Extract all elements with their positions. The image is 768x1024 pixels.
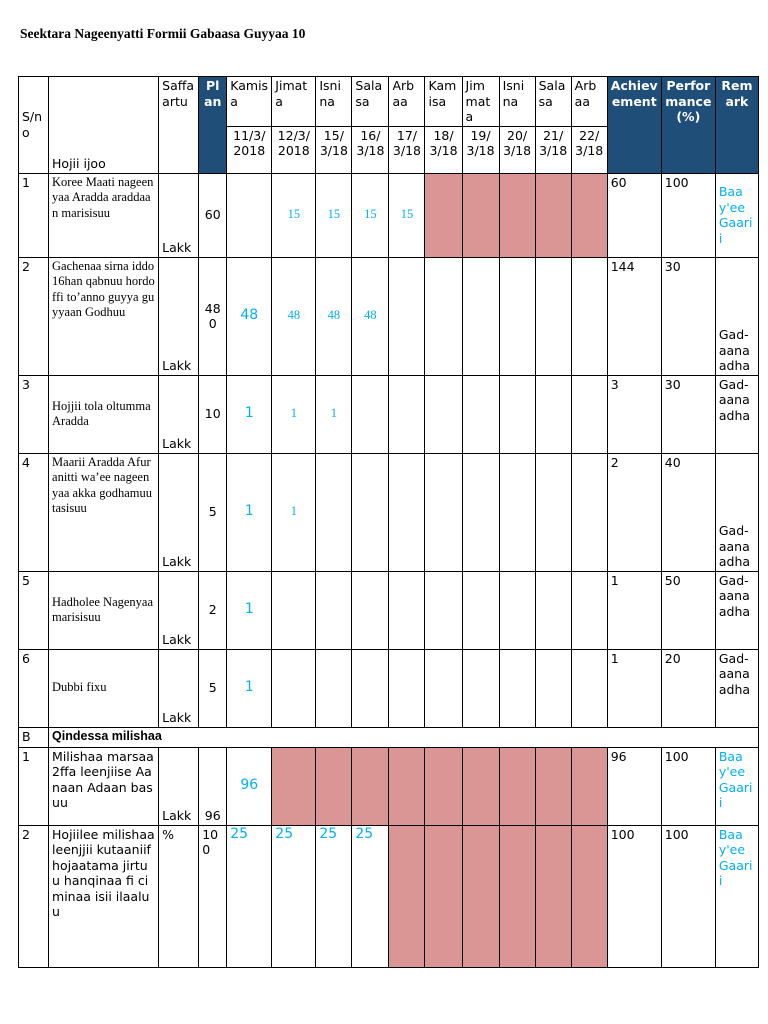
empty-cell — [425, 649, 462, 727]
value-cell: 1 — [316, 375, 352, 453]
value-cell — [352, 453, 389, 571]
value-cell — [352, 375, 389, 453]
value-cell: 1 — [227, 649, 272, 727]
plan-cell: 5 — [199, 649, 227, 727]
empty-cell — [499, 649, 535, 727]
task-description: Maarii Aradda Afuranitti wa’ee nageenyaa akka godhamuu tasisuu — [49, 453, 159, 571]
empty-pink-cell — [462, 747, 499, 825]
performance-cell: 30 — [661, 257, 715, 375]
unit-cell: Lakk — [159, 375, 199, 453]
header-date: 16/3/18 — [352, 126, 389, 173]
value-cell: 1 — [227, 453, 272, 571]
performance-cell: 20 — [661, 649, 715, 727]
empty-cell — [462, 571, 499, 649]
empty-pink-cell — [535, 173, 571, 257]
value-cell: 1 — [272, 375, 316, 453]
performance-cell: 50 — [661, 571, 715, 649]
remark-cell: Gad-aanaadha — [715, 571, 758, 649]
empty-cell — [462, 649, 499, 727]
empty-pink-cell — [499, 747, 535, 825]
empty-pink-cell — [389, 747, 425, 825]
value-cell: 25 — [272, 825, 316, 967]
task-description: Gachenaa sirna iddo 16han qabnuu hordoffi to’anno guyya guyyaan Godhuu — [49, 257, 159, 375]
empty-cell — [425, 375, 462, 453]
header-achievement: Achievement — [607, 77, 661, 174]
header-hojii: Hojii ijoo — [49, 77, 159, 174]
empty-cell — [499, 453, 535, 571]
header-row-days — [19, 77, 759, 127]
value-cell — [316, 453, 352, 571]
empty-pink-cell — [499, 173, 535, 257]
remark-cell: Baay'ee Gaarii — [715, 747, 758, 825]
table-row — [19, 747, 759, 825]
report-table — [18, 76, 759, 968]
achievement-cell: 100 — [607, 825, 661, 967]
value-cell — [389, 375, 425, 453]
value-cell — [389, 571, 425, 649]
header-day: Jimata — [272, 77, 316, 127]
plan-cell: 480 — [199, 257, 227, 375]
header-sno: S/no — [19, 77, 49, 174]
plan-cell: 2 — [199, 571, 227, 649]
header-day: Salasa — [535, 77, 571, 127]
value-cell — [316, 571, 352, 649]
table-row — [19, 571, 759, 649]
empty-pink-cell — [462, 173, 499, 257]
achievement-cell: 2 — [607, 453, 661, 571]
empty-cell — [499, 571, 535, 649]
header-day: Arbaa — [571, 77, 607, 127]
table-row — [19, 375, 759, 453]
empty-cell — [499, 375, 535, 453]
value-cell: 1 — [227, 375, 272, 453]
achievement-cell: 144 — [607, 257, 661, 375]
remark-cell: Baay'ee Gaarii — [715, 173, 758, 257]
unit-cell: Lakk — [159, 173, 199, 257]
section-label: B — [19, 727, 49, 747]
section-title: Qindessa milishaa — [49, 727, 759, 747]
unit-cell: % — [159, 825, 199, 967]
empty-cell — [571, 453, 607, 571]
value-cell: 25 — [227, 825, 272, 967]
value-cell — [352, 571, 389, 649]
header-date: 12/3/2018 — [272, 126, 316, 173]
plan-cell: 96 — [199, 747, 227, 825]
empty-cell — [462, 453, 499, 571]
header-saffaartu: Saffaartu — [159, 77, 199, 174]
row-number: 2 — [19, 825, 49, 967]
value-cell: 48 — [272, 257, 316, 375]
achievement-cell: 1 — [607, 649, 661, 727]
plan-cell: 5 — [199, 453, 227, 571]
row-number: 5 — [19, 571, 49, 649]
header-day: Isnina — [316, 77, 352, 127]
achievement-cell: 1 — [607, 571, 661, 649]
value-cell: 1 — [272, 453, 316, 571]
empty-pink-cell — [272, 747, 316, 825]
row-number: 6 — [19, 649, 49, 727]
table-row — [19, 649, 759, 727]
header-date: 19/3/18 — [462, 126, 499, 173]
empty-cell — [535, 571, 571, 649]
table-row — [19, 173, 759, 257]
empty-pink-cell — [535, 747, 571, 825]
table-row — [19, 453, 759, 571]
plan-cell: 10 — [199, 375, 227, 453]
remark-cell: Baay'ee Gaarii — [715, 825, 758, 967]
row-number: 2 — [19, 257, 49, 375]
header-date: 17/3/18 — [389, 126, 425, 173]
empty-pink-cell — [571, 747, 607, 825]
empty-pink-cell — [571, 825, 607, 967]
header-plan: Plan — [199, 77, 227, 174]
task-description: Koree Maati nageenyaa Aradda araddaan marisisuu — [49, 173, 159, 257]
header-date: 21/3/18 — [535, 126, 571, 173]
empty-cell — [535, 375, 571, 453]
empty-cell — [535, 649, 571, 727]
row-number: 1 — [19, 173, 49, 257]
header-date: 15/3/18 — [316, 126, 352, 173]
header-date: 20/3/18 — [499, 126, 535, 173]
table-row — [19, 825, 759, 967]
unit-cell: Lakk — [159, 649, 199, 727]
task-description: Hojjii tola oltumma Aradda — [49, 375, 159, 453]
plan-cell: 60 — [199, 173, 227, 257]
value-cell — [352, 649, 389, 727]
empty-pink-cell — [425, 825, 462, 967]
empty-pink-cell — [425, 173, 462, 257]
empty-cell — [425, 453, 462, 571]
header-day: Isnina — [499, 77, 535, 127]
remark-cell: Gad-aanaadha — [715, 453, 758, 571]
task-description: Hojiilee milishaa leenjjii kutaaniif hojaatama jirtuu hanqinaa fi ciminaa isii ilaaluu — [49, 825, 159, 967]
performance-cell: 40 — [661, 453, 715, 571]
value-cell: 15 — [389, 173, 425, 257]
header-date: 22/3/18 — [571, 126, 607, 173]
value-cell: 1 — [227, 571, 272, 649]
header-day: Kamisa — [227, 77, 272, 127]
header-date: 11/3/2018 — [227, 126, 272, 173]
header-remark: Remark — [715, 77, 758, 174]
section-header-row — [19, 727, 759, 747]
empty-cell — [571, 649, 607, 727]
value-cell: 48 — [352, 257, 389, 375]
empty-pink-cell — [425, 747, 462, 825]
value-cell: 15 — [272, 173, 316, 257]
remark-cell: Gad-aanaadha — [715, 375, 758, 453]
header-day: Jimmata — [462, 77, 499, 127]
value-cell: 15 — [352, 173, 389, 257]
page-title: Seektara Nageenyatti Formii Gabaasa Guyyaa 10 — [20, 26, 306, 41]
empty-pink-cell — [389, 825, 425, 967]
performance-cell: 30 — [661, 375, 715, 453]
value-cell — [389, 649, 425, 727]
value-cell: 48 — [227, 257, 272, 375]
empty-cell — [425, 571, 462, 649]
remark-cell: Gad-aanaadha — [715, 649, 758, 727]
row-number: 3 — [19, 375, 49, 453]
empty-cell — [571, 571, 607, 649]
empty-cell — [499, 257, 535, 375]
table-row — [19, 257, 759, 375]
achievement-cell: 96 — [607, 747, 661, 825]
empty-cell — [535, 453, 571, 571]
value-cell — [272, 649, 316, 727]
value-cell — [389, 257, 425, 375]
task-description: Milishaa marsaa 2ffa leenjiise Aanaan Adaan basuu — [49, 747, 159, 825]
empty-pink-cell — [499, 825, 535, 967]
empty-pink-cell — [316, 747, 352, 825]
value-cell — [272, 571, 316, 649]
empty-pink-cell — [352, 747, 389, 825]
header-date: 18/3/18 — [425, 126, 462, 173]
value-cell: 15 — [316, 173, 352, 257]
performance-cell: 100 — [661, 173, 715, 257]
empty-cell — [462, 257, 499, 375]
empty-pink-cell — [571, 173, 607, 257]
performance-cell: 100 — [661, 825, 715, 967]
value-cell — [227, 173, 272, 257]
unit-cell: Lakk — [159, 257, 199, 375]
value-cell: 25 — [316, 825, 352, 967]
header-day: Salasa — [352, 77, 389, 127]
unit-cell: Lakk — [159, 571, 199, 649]
empty-cell — [571, 257, 607, 375]
task-description: Dubbi fixu — [49, 649, 159, 727]
header-day: Arbaa — [389, 77, 425, 127]
plan-cell: 100 — [199, 825, 227, 967]
value-cell: 25 — [352, 825, 389, 967]
empty-cell — [462, 375, 499, 453]
value-cell: 48 — [316, 257, 352, 375]
header-performance: Performance (%) — [661, 77, 715, 174]
remark-cell: Gad-aanaadha — [715, 257, 758, 375]
unit-cell: Lakk — [159, 453, 199, 571]
row-number: 1 — [19, 747, 49, 825]
empty-pink-cell — [462, 825, 499, 967]
empty-cell — [535, 257, 571, 375]
row-number: 4 — [19, 453, 49, 571]
value-cell — [316, 649, 352, 727]
task-description: Hadholee Nagenyaa marisisuu — [49, 571, 159, 649]
empty-cell — [425, 257, 462, 375]
achievement-cell: 60 — [607, 173, 661, 257]
empty-cell — [571, 375, 607, 453]
value-cell — [389, 453, 425, 571]
header-day: Kamisa — [425, 77, 462, 127]
empty-pink-cell — [535, 825, 571, 967]
achievement-cell: 3 — [607, 375, 661, 453]
unit-cell: Lakk — [159, 747, 199, 825]
performance-cell: 100 — [661, 747, 715, 825]
value-cell: 96 — [227, 747, 272, 825]
